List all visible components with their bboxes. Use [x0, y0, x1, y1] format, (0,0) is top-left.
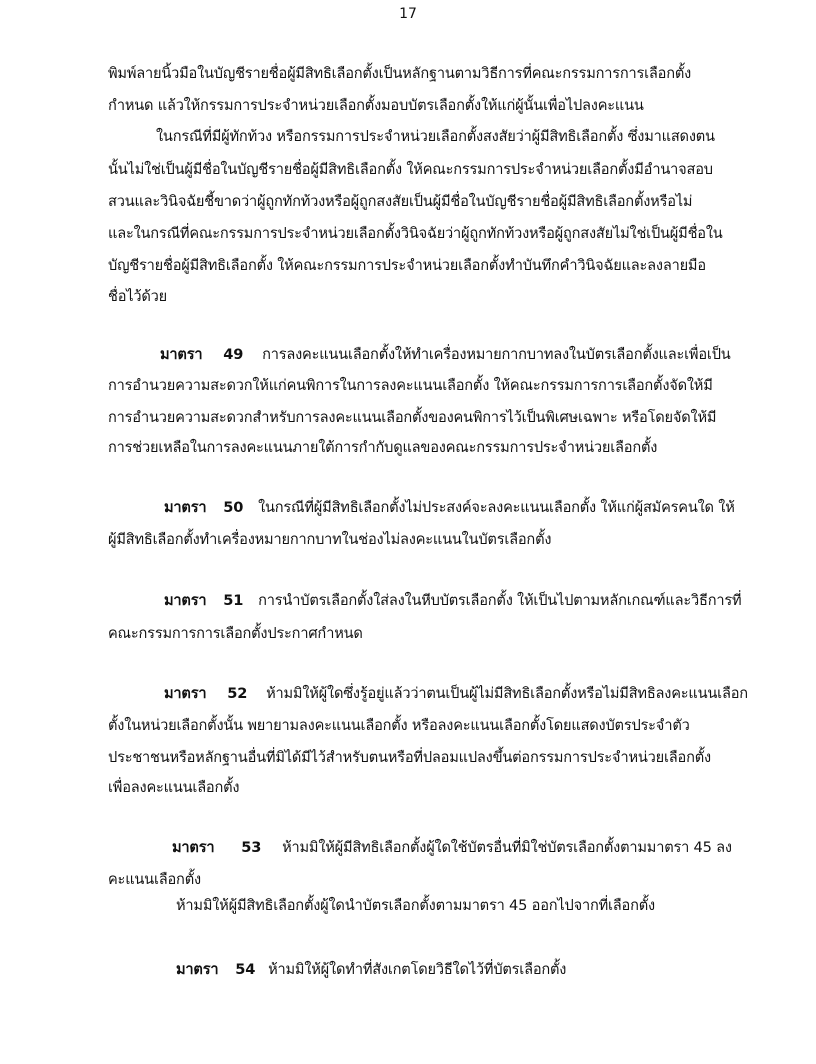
section-53-label: มาตรา — [172, 839, 215, 856]
section-51-heading — [164, 591, 741, 611]
section-54-number: 54 — [235, 961, 256, 978]
section-53-heading — [172, 838, 732, 858]
page-number: 17 — [399, 6, 417, 22]
section-49-line-2: การอำนวยความสะดวกให้แก่คนพิการในการลงคะแนนเลือกตั้ง ให้คณะกรรมการการเลือกตั้งจัดให้มี — [108, 377, 713, 394]
section-50-line-1: ในกรณีที่ผู้มีสิทธิเลือกตั้งไม่ประสงค์จะลงคะแนนเลือกตั้ง ให้แก่ผู้สมัครคนใด ให้ — [258, 499, 735, 516]
section-53-line-3: ห้ามมิให้ผู้มีสิทธิเลือกตั้งผู้ใดนำบัตรเลือกตั้งตามมาตรา 45 ออกไปจากที่เลือกตั้ง — [176, 897, 655, 914]
section-51-label: มาตรา — [164, 592, 207, 609]
section-52-heading — [164, 684, 748, 704]
section-49-heading — [160, 345, 731, 365]
section-52-number: 52 — [227, 685, 248, 702]
section-51-line-2: คณะกรรมการการเลือกตั้งประกาศกำหนด — [108, 625, 363, 642]
section-52-line-1: ห้ามมิให้ผู้ใดซึ่งรู้อยู่แล้วว่าตนเป็นผู้ไม่มีสิทธิเลือกตั้งหรือไม่มีสิทธิลงคะแนนเลือก — [266, 685, 748, 702]
para2-line-5: บัญชีรายชื่อผู้มีสิทธิเลือกตั้ง ให้คณะกรรมการประจำหน่วยเลือกตั้งทำบันทึกคำวินิจฉัยและลงลายมือ — [108, 257, 706, 274]
section-53-number: 53 — [241, 839, 262, 856]
section-50-line-2: ผู้มีสิทธิเลือกตั้งทำเครื่องหมายกากบาทในช่องไม่ลงคะแนนในบัตรเลือกตั้ง — [108, 531, 552, 548]
section-51-line-1: การนำบัตรเลือกตั้งใส่ลงในหีบบัตรเลือกตั้ง ให้เป็นไปตามหลักเกณฑ์และวิธีการที่ — [258, 592, 742, 609]
section-51-number: 51 — [223, 592, 244, 609]
section-49-number: 49 — [223, 346, 244, 363]
section-50-number: 50 — [223, 499, 244, 516]
para1-line-2: กำหนด แล้วให้กรรมการประจำหน่วยเลือกตั้งมอบบัตรเลือกตั้งให้แก่ผู้นั้นเพื่อไปลงคะแนน — [108, 97, 644, 114]
section-54-label: มาตรา — [176, 961, 219, 978]
section-53-line-1: ห้ามมิให้ผู้มีสิทธิเลือกตั้งผู้ใดใช้บัตรอื่นที่มิใช่บัตรเลือกตั้งตามมาตรา 45 ลง — [282, 839, 732, 856]
section-49-line-3: การอำนวยความสะดวกสำหรับการลงคะแนนเลือกตั้งของคนพิการไว้เป็นพิเศษเฉพาะ หรือโดยจัดให้มี — [108, 409, 717, 426]
para2-line-2: นั้นไม่ใช่เป็นผู้มีชื่อในบัญชีรายชื่อผู้มีสิทธิเลือกตั้ง ให้คณะกรรมการประจำหน่วยเลือกตั้งมีอำนาจสอบ — [108, 161, 713, 178]
section-49-line-4: การช่วยเหลือในการลงคะแนนภายใต้การกำกับดูแลของคณะกรรมการประจำหน่วยเลือกตั้ง — [108, 439, 658, 456]
section-54-line-1: ห้ามมิให้ผู้ใดทำที่สังเกตโดยวิธีใดไว้ที่บัตรเลือกตั้ง — [268, 961, 567, 978]
para2-line-1: ในกรณีที่มีผู้ทักท้วง หรือกรรมการประจำหน่วยเลือกตั้งสงสัยว่าผู้มีสิทธิเลือกตั้ง ซึ่งมาแสดงตน — [156, 128, 715, 145]
section-49-label: มาตรา — [160, 346, 203, 363]
section-52-line-3: ประชาชนหรือหลักฐานอื่นที่มิได้มีไว้สำหรับตนหรือที่ปลอมแปลงขึ้นต่อกรรมการประจำหน่วยเลือกตั้ง — [108, 749, 711, 766]
section-52-label: มาตรา — [164, 685, 207, 702]
para2-line-4: และในกรณีที่คณะกรรมการประจำหน่วยเลือกตั้งวินิจฉัยว่าผู้ถูกทักท้วงหรือผู้ถูกสงสัยไม่ใช่เป็นผู้มีชื่อใน — [108, 225, 723, 242]
para2-line-6: ชื่อไว้ด้วย — [108, 288, 168, 305]
para2-line-3: สวนและวินิจฉัยชี้ขาดว่าผู้ถูกทักท้วงหรือผู้ถูกสงสัยเป็นผู้มีชื่อในบัญชีรายชื่อผู้มีสิทธิเลือกตั้งหรือไม่ — [108, 193, 693, 210]
section-52-line-2: ตั้งในหน่วยเลือกตั้งนั้น พยายามลงคะแนนเลือกตั้ง หรือลงคะแนนเลือกตั้งโดยแสดงบัตรประจำตัว — [108, 717, 690, 734]
section-53-line-2: คะแนนเลือกตั้ง — [108, 871, 201, 888]
section-52-line-4: เพื่อลงคะแนนเลือกตั้ง — [108, 779, 240, 796]
section-50-heading — [164, 498, 735, 518]
section-49-line-1: การลงคะแนนเลือกตั้งให้ทำเครื่องหมายกากบาทลงในบัตรเลือกตั้งและเพื่อเป็น — [262, 346, 731, 363]
section-50-label: มาตรา — [164, 499, 207, 516]
para1-line-1: พิมพ์ลายนิ้วมือในบัญชีรายชื่อผู้มีสิทธิเลือกตั้งเป็นหลักฐานตามวิธีการที่คณะกรรมการการเลือกตั้ง — [108, 65, 692, 82]
section-54-heading — [176, 960, 566, 980]
